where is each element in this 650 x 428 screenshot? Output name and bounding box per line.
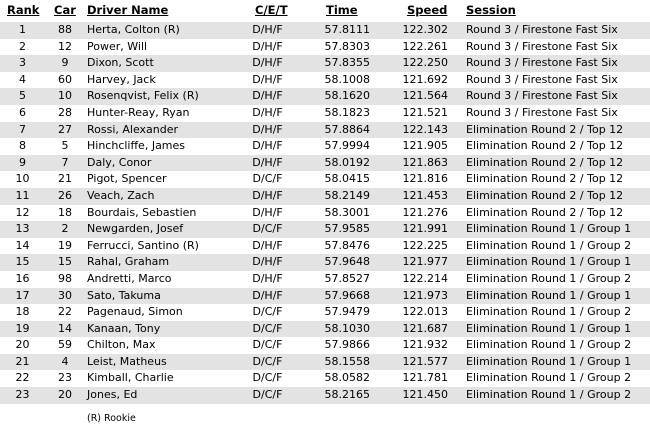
cell-speed: 121.453 — [402, 188, 448, 202]
cell-time: 58.0582 — [324, 371, 370, 385]
table-row — [0, 138, 650, 155]
cell-speed: 122.302 — [402, 23, 448, 36]
cell-rank: 9 — [19, 155, 26, 169]
cell-driver-name: Power, Will — [87, 39, 148, 53]
cell-speed: 121.977 — [402, 255, 448, 269]
table-row — [0, 171, 650, 188]
header-time: Time — [326, 3, 358, 17]
cell-cet: D/C/F — [252, 354, 283, 368]
header-rank: Rank — [7, 3, 40, 17]
cell-cet: D/H/F — [252, 89, 283, 103]
cell-time: 57.8111 — [324, 23, 370, 36]
table-row — [0, 88, 650, 105]
cell-rank: 13 — [15, 222, 30, 236]
cell-speed: 121.692 — [402, 72, 448, 86]
cell-time: 57.8355 — [324, 56, 370, 70]
cell-rank: 19 — [15, 321, 30, 335]
cell-car: 18 — [58, 205, 72, 219]
cell-session: Round 3 / Firestone Fast Six — [466, 89, 618, 103]
cell-cet: D/H/F — [252, 39, 283, 53]
cell-time: 57.8303 — [324, 39, 370, 53]
cell-speed: 121.687 — [402, 321, 448, 335]
cell-cet: D/H/F — [252, 122, 283, 136]
cell-cet: D/H/F — [252, 238, 283, 252]
table-row — [0, 271, 650, 288]
cell-session: Elimination Round 1 / Group 1 — [466, 321, 632, 335]
cell-session: Elimination Round 2 / Top 12 — [466, 122, 624, 136]
cell-time: 58.1620 — [324, 89, 370, 103]
cell-cet: D/C/F — [252, 388, 283, 402]
cell-cet: D/H/F — [252, 72, 283, 86]
cell-cet: D/H/F — [252, 271, 283, 285]
cell-time: 57.8476 — [324, 238, 370, 252]
cell-cet: D/H/F — [252, 139, 283, 153]
cell-driver-name: Chilton, Max — [87, 338, 156, 352]
cell-speed: 122.143 — [402, 122, 448, 136]
cell-session: Elimination Round 1 / Group 2 — [466, 238, 632, 252]
table-row — [0, 304, 650, 321]
cell-car: 10 — [58, 89, 72, 103]
cell-cet: D/H/F — [252, 155, 283, 169]
cell-session: Elimination Round 1 / Group 1 — [466, 354, 632, 368]
cell-session: Elimination Round 1 / Group 2 — [466, 271, 632, 285]
cell-time: 58.0415 — [324, 172, 370, 186]
header-car: Car — [54, 3, 76, 17]
cell-car: 22 — [58, 305, 72, 319]
cell-rank: 17 — [15, 288, 30, 302]
cell-speed: 122.225 — [402, 238, 448, 252]
cell-driver-name: Hunter-Reay, Ryan — [87, 105, 190, 119]
cell-speed: 121.781 — [402, 371, 448, 385]
cell-cet: D/C/F — [252, 305, 283, 319]
cell-rank: 10 — [15, 172, 30, 186]
cell-driver-name: Jones, Ed — [87, 388, 138, 402]
cell-time: 58.2149 — [324, 188, 370, 202]
cell-car: 19 — [58, 238, 72, 252]
cell-car: 20 — [58, 388, 72, 402]
table-row — [0, 155, 650, 172]
cell-speed: 122.261 — [402, 39, 448, 53]
table-row — [0, 238, 650, 255]
cell-speed: 122.013 — [402, 305, 448, 319]
cell-session: Elimination Round 1 / Group 2 — [466, 388, 632, 402]
cell-time: 57.9994 — [324, 139, 370, 153]
cell-time: 57.9479 — [324, 305, 370, 319]
cell-speed: 121.932 — [402, 338, 448, 352]
cell-car: 23 — [58, 371, 72, 385]
header-driver-name: Driver Name — [87, 3, 169, 17]
table-row — [0, 188, 650, 205]
cell-session: Elimination Round 2 / Top 12 — [466, 172, 624, 186]
cell-session: Elimination Round 2 / Top 12 — [466, 155, 624, 169]
cell-cet: D/H/F — [252, 56, 283, 70]
cell-cet: D/C/F — [252, 371, 283, 385]
table-row — [0, 105, 650, 122]
cell-time: 58.2165 — [324, 388, 370, 402]
cell-car: 5 — [61, 139, 69, 153]
cell-time: 58.1008 — [324, 72, 370, 86]
cell-session: Round 3 / Firestone Fast Six — [466, 56, 618, 70]
cell-car: 26 — [58, 188, 72, 202]
cell-rank: 7 — [19, 122, 26, 136]
cell-car: 21 — [58, 172, 72, 186]
cell-cet: D/H/F — [252, 105, 283, 119]
cell-time: 57.9648 — [324, 255, 370, 269]
cell-rank: 16 — [15, 271, 30, 285]
cell-car: 88 — [58, 23, 72, 36]
cell-rank: 14 — [15, 238, 30, 252]
table-row — [0, 22, 650, 39]
cell-car: 27 — [58, 122, 72, 136]
table-body — [0, 22, 650, 404]
cell-rank: 4 — [19, 72, 26, 86]
cell-session: Round 3 / Firestone Fast Six — [466, 23, 618, 36]
cell-cet: D/H/F — [252, 188, 283, 202]
cell-driver-name: Kimball, Charlie — [87, 371, 174, 385]
cell-cet: D/C/F — [252, 321, 283, 335]
cell-car: 98 — [58, 271, 72, 285]
cell-speed: 122.214 — [402, 271, 448, 285]
header-speed: Speed — [407, 3, 448, 17]
cell-rank: 18 — [15, 305, 30, 319]
cell-speed: 121.863 — [402, 155, 448, 169]
cell-speed: 122.250 — [402, 56, 448, 70]
cell-driver-name: Rahal, Graham — [87, 255, 170, 269]
cell-rank: 15 — [15, 255, 30, 269]
table-row — [0, 321, 650, 338]
cell-car: 14 — [58, 321, 72, 335]
table-row — [0, 205, 650, 222]
cell-time: 58.1823 — [324, 105, 370, 119]
cell-driver-name: Andretti, Marco — [87, 271, 172, 285]
cell-rank: 8 — [19, 139, 26, 153]
cell-car: 59 — [58, 338, 72, 352]
table-row — [0, 254, 650, 271]
cell-speed: 121.905 — [402, 139, 448, 153]
cell-car: 2 — [61, 222, 69, 236]
cell-speed: 121.991 — [402, 222, 448, 236]
cell-speed: 121.577 — [402, 354, 448, 368]
cell-driver-name: Pagenaud, Simon — [87, 305, 183, 319]
cell-cet: D/H/F — [252, 288, 283, 302]
cell-car: 30 — [58, 288, 72, 302]
table-row — [0, 72, 650, 89]
cell-speed: 121.564 — [402, 89, 448, 103]
header-session: Session — [466, 3, 516, 17]
cell-session: Elimination Round 1 / Group 2 — [466, 305, 632, 319]
cell-session: Round 3 / Firestone Fast Six — [466, 39, 618, 53]
cell-driver-name: Sato, Takuma — [87, 288, 161, 302]
cell-car: 60 — [58, 72, 72, 86]
cell-rank: 6 — [19, 105, 26, 119]
cell-car: 15 — [58, 255, 72, 269]
cell-cet: D/C/F — [252, 338, 283, 352]
cell-session: Round 3 / Firestone Fast Six — [466, 72, 618, 86]
cell-speed: 121.816 — [402, 172, 448, 186]
cell-driver-name: Pigot, Spencer — [87, 172, 167, 186]
cell-speed: 121.521 — [402, 105, 448, 119]
header-cet: C/E/T — [255, 3, 288, 17]
table-header — [0, 0, 650, 22]
cell-driver-name: Kanaan, Tony — [87, 321, 161, 335]
table-row — [0, 288, 650, 305]
cell-time: 58.1030 — [324, 321, 370, 335]
cell-rank: 11 — [15, 188, 30, 202]
cell-rank: 2 — [19, 39, 26, 53]
cell-driver-name: Daly, Conor — [87, 155, 152, 169]
cell-session: Elimination Round 1 / Group 1 — [466, 255, 632, 269]
cell-session: Elimination Round 2 / Top 12 — [466, 139, 624, 153]
cell-rank: 21 — [15, 354, 30, 368]
cell-session: Elimination Round 2 / Top 12 — [466, 205, 624, 219]
table-row — [0, 387, 650, 404]
table-row — [0, 354, 650, 371]
cell-driver-name: Dixon, Scott — [87, 56, 154, 70]
cell-time: 57.8527 — [324, 271, 370, 285]
cell-car: 4 — [61, 354, 69, 368]
cell-rank: 1 — [19, 23, 26, 36]
cell-cet: D/H/F — [252, 255, 283, 269]
cell-driver-name: Harvey, Jack — [87, 72, 156, 86]
cell-time: 58.0192 — [324, 155, 370, 169]
cell-driver-name: Bourdais, Sebastien — [87, 205, 197, 219]
rookie-footnote: (R) Rookie — [87, 413, 136, 424]
cell-speed: 121.973 — [402, 288, 448, 302]
cell-cet: D/C/F — [252, 172, 283, 186]
cell-rank: 12 — [15, 205, 30, 219]
cell-car: 12 — [58, 39, 72, 53]
cell-session: Elimination Round 2 / Top 12 — [466, 188, 624, 202]
cell-driver-name: Ferrucci, Santino (R) — [87, 238, 199, 252]
cell-car: 7 — [61, 155, 69, 169]
cell-session: Elimination Round 1 / Group 2 — [466, 338, 632, 352]
cell-driver-name: Hinchcliffe, James — [87, 139, 186, 153]
table-row — [0, 122, 650, 139]
table-row — [0, 55, 650, 72]
cell-time: 57.9585 — [324, 222, 370, 236]
cell-time: 57.9866 — [324, 338, 370, 352]
cell-time: 57.8864 — [324, 122, 370, 136]
cell-time: 57.9668 — [324, 288, 370, 302]
cell-car: 28 — [58, 105, 72, 119]
cell-car: 9 — [61, 56, 69, 70]
cell-cet: D/H/F — [252, 23, 283, 36]
table-row — [0, 39, 650, 56]
cell-cet: D/H/F — [252, 205, 283, 219]
cell-session: Elimination Round 1 / Group 2 — [466, 371, 632, 385]
cell-time: 58.1558 — [324, 354, 370, 368]
cell-rank: 23 — [15, 388, 30, 402]
table-row — [0, 337, 650, 354]
cell-rank: 5 — [19, 89, 26, 103]
cell-driver-name: Leist, Matheus — [87, 354, 167, 368]
cell-cet: D/C/F — [252, 222, 283, 236]
cell-driver-name: Rosenqvist, Felix (R) — [87, 89, 199, 103]
cell-session: Round 3 / Firestone Fast Six — [466, 105, 618, 119]
cell-driver-name: Herta, Colton (R) — [87, 23, 180, 36]
cell-time: 58.3001 — [324, 205, 370, 219]
cell-rank: 20 — [15, 338, 30, 352]
cell-session: Elimination Round 1 / Group 1 — [466, 288, 632, 302]
table-row — [0, 370, 650, 387]
cell-session: Elimination Round 1 / Group 1 — [466, 222, 632, 236]
cell-driver-name: Rossi, Alexander — [87, 122, 179, 136]
cell-speed: 121.276 — [402, 205, 448, 219]
cell-driver-name: Veach, Zach — [87, 188, 155, 202]
cell-rank: 3 — [19, 56, 26, 70]
cell-driver-name: Newgarden, Josef — [87, 222, 184, 236]
cell-rank: 22 — [15, 371, 30, 385]
cell-speed: 121.450 — [402, 388, 448, 402]
table-row — [0, 221, 650, 238]
